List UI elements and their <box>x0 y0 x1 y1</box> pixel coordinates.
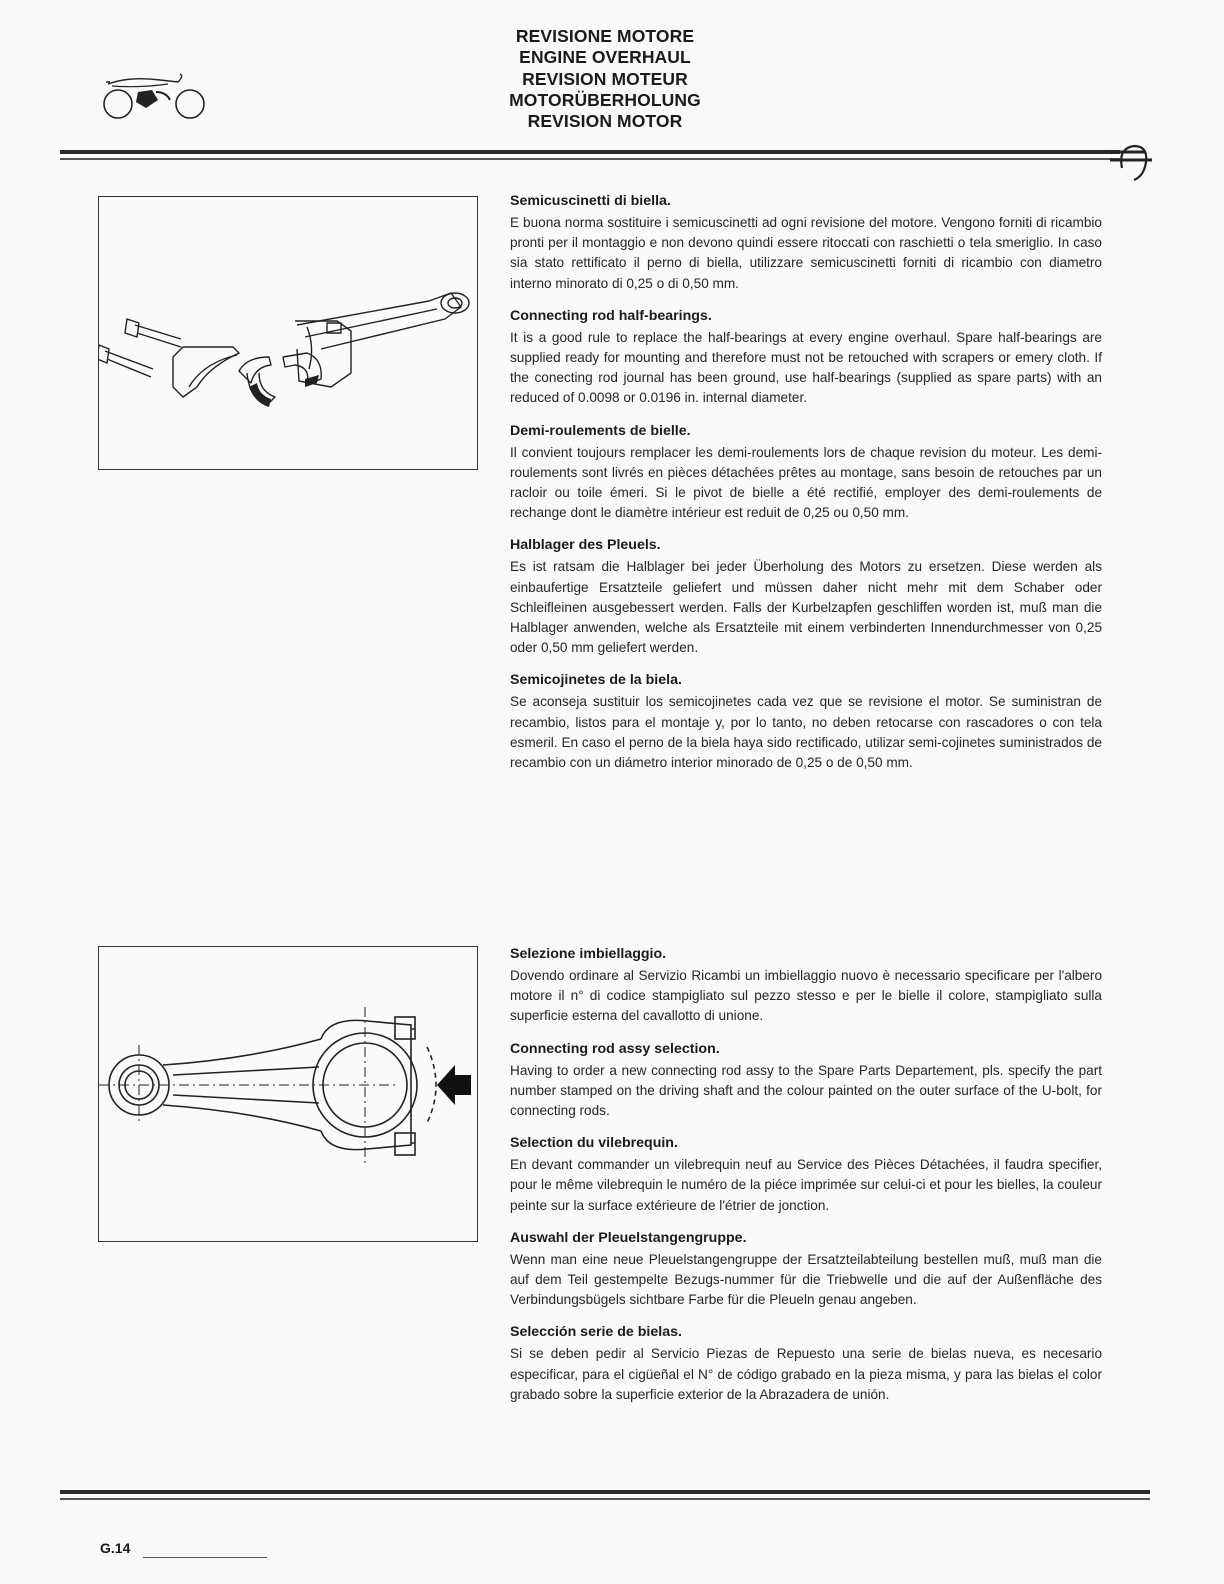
footer-rule <box>60 1490 1150 1494</box>
section-es-selection <box>510 1323 1102 1405</box>
footer-rule-thin <box>60 1498 1150 1500</box>
section-heading: Selección serie de bielas. <box>510 1324 682 1341</box>
section-heading: Selection du vilebrequin. <box>510 1135 678 1152</box>
section-body: E buona norma sostituire i semicuscinetti ad ogni revisione del motore. Vengono forniti di ricambio pronti per il montaggio e non devono quindi essere ritoccati con raschietti o tela smeriglio. In caso sia stato rettificato il perno di biella, utilizzare semicuscinetti forniti di ricambio con diametro interno minorato di 0,25 o di 0,50 mm. <box>510 215 1102 291</box>
section-body: Si se deben pedir al Servicio Piezas de Repuesto una serie de bielas nueva, es necesario especificar, para el cigüeñal el N° de código grabado en la pieza misma, y para las bielas el color grabado sobre la superficie exterior de la Abrazadera de unión. <box>510 1346 1102 1402</box>
section-de-selection <box>510 1229 1102 1311</box>
title-italian: REVISIONE MOTORE <box>515 26 695 46</box>
section-body: Having to order a new connecting rod assy to the Spare Parts Departement, pls. specify the part number stamped on the driving shaft and the colour painted on the outer surface of the U-bolt, for connecting rods. <box>510 1062 1102 1119</box>
page-header <box>0 0 1224 170</box>
text-column-bearings <box>510 192 1102 786</box>
motorcycle-logo-icon <box>100 70 210 125</box>
connecting-rod-side-view-icon <box>99 947 477 1241</box>
section-it-bearings <box>510 192 1102 294</box>
section-body: En devant commander un vilebrequin neuf au Service des Pièces Détachées, il faudra specifier, pour le même vilebrequin le numéro de la piéce imprimée sur celui-ci et pour les bielles, la couleur peinte sur la surface extérieure de l'étrier de jonction. <box>510 1157 1102 1213</box>
header-titles <box>440 26 770 132</box>
section-en-selection <box>510 1040 1102 1122</box>
section-heading: Selezione imbiellaggio. <box>510 946 667 962</box>
section-en-bearings <box>510 307 1102 409</box>
section-heading: Semicojinetes de la biela. <box>510 672 682 689</box>
title-german: MOTORÜBERHOLUNG <box>509 89 701 110</box>
section-de-bearings <box>510 536 1102 658</box>
title-english: ENGINE OVERHAUL <box>519 47 691 68</box>
figure-rod-assembly <box>98 946 478 1242</box>
section-body: Dovendo ordinare al Servizio Ricambi un imbiellaggio nuovo è necessario specificare per l'albero motore il n° di codice stampigliato sul pezzo stesso e per le bielle il colore, stampigliato sulla superficie esterna del cavallotto di unione. <box>510 968 1102 1024</box>
title-french: REVISION MOTEUR <box>522 68 688 89</box>
arrow-icon <box>437 1065 471 1105</box>
text-column-rod-selection <box>510 945 1102 1418</box>
figure-rod-bearings <box>98 196 478 470</box>
title-spanish: REVISION MOTOR <box>527 111 683 132</box>
section-it-selection <box>510 945 1102 1027</box>
section-body: Se aconseja sustituir los semicojinetes cada vez que se revisione el motor. Se suministran de recambio, listos para el montaje y, por lo tanto, no deben retocarse con rascadores o con tela esmeril. En caso el perno de la biela haya sido rectificado, utilizar semi-cojinetes suministrados de recambio con un diámetro interior minorado de 0,25 o de 0,50 mm. <box>510 694 1102 771</box>
section-body: Es ist ratsam die Halblager bei jeder Überholung des Motors zu ersetzen. Diese werden als einbaufertige Ersatzteile geliefert und müssen daher nicht mehr mit dem Schaber oder Schleifleinen ausgebessert werden. Falls der Kurbelzapfen geschliffen worden ist, muß man die Halblager anwenden, welche als Ersatzteile mit einem verbinderten Innendurchmesser von 0,25 oder 0,50 mm geliefert werden. <box>510 559 1102 656</box>
section-fr-selection <box>510 1134 1102 1216</box>
section-fr-bearings <box>510 422 1102 524</box>
section-body: Wenn man eine neue Pleuelstangengruppe der Ersatzteilabteilung bestellen muß, muß man die auf dem Teil gestempelte Bezugs-nummer für die Triebwelle und die auf der Außenfläche des Verbindungsbügels sichtbare Farbe für die Pleueln genau angeben. <box>510 1251 1102 1308</box>
section-es-bearings <box>510 671 1102 773</box>
section-heading: Connecting rod assy selection. <box>510 1040 720 1057</box>
header-rule <box>60 150 1120 154</box>
page-number-underline <box>143 1557 267 1558</box>
page-number: G.14 <box>100 1540 131 1556</box>
section-tab-icon <box>1108 140 1156 182</box>
section-body: Il convient toujours remplacer les demi-roulements lors de chaque revision du moteur. Les demi-roulements sont livrés en pièces détachées prêtes au montage, sans besoin de retouches par un racloir ou toile émeri. Si le pivot de bielle a été rectifié, employer des demi-roulements de rechange dont le diamètre intérieur est reduit de 0,25 ou 0,50 mm. <box>510 444 1102 521</box>
section-body: It is a good rule to replace the half-bearings at every engine overhaul. Spare half-bearings are supplied ready for mounting and therefore must not be retouched with scrapers or emery cloth. If the conecting rod journal has been ground, use half-bearings (supplied as spare parts) with an reduced of 0.0098 or 0.0196 in. internal diameter. <box>510 329 1102 406</box>
section-heading: Auswahl der Pleuelstangengruppe. <box>510 1229 747 1246</box>
section-heading: Connecting rod half-bearings. <box>510 307 712 324</box>
header-rule-thin <box>60 158 1120 160</box>
section-heading: Demi-roulements de bielle. <box>510 422 691 439</box>
section-heading: Semicuscinetti di biella. <box>510 193 671 209</box>
section-heading: Halblager des Pleuels. <box>510 537 661 554</box>
connecting-rod-bearings-exploded-icon <box>99 197 477 469</box>
